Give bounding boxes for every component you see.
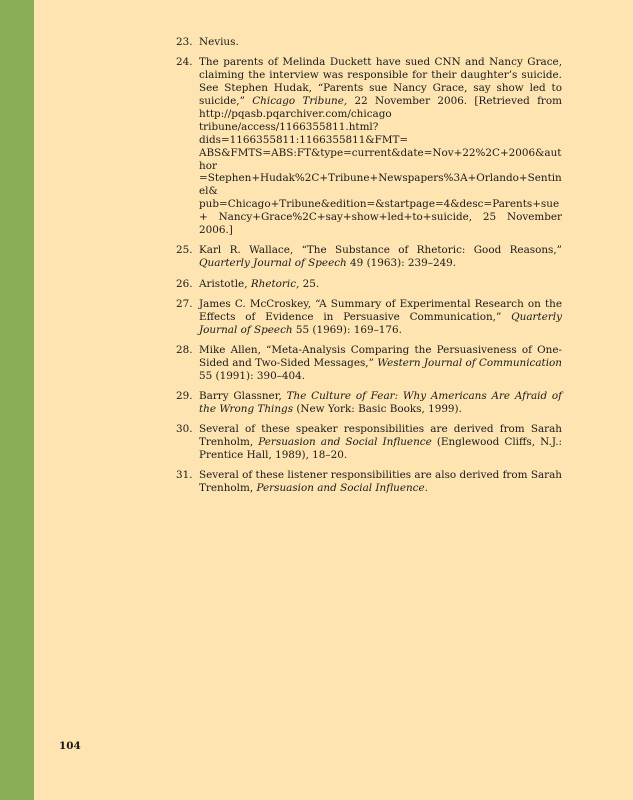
endnote-text: [199, 278, 319, 290]
endnote-text-run: Barry Glassner,: [199, 390, 287, 403]
endnote-number: 28.: [176, 343, 193, 356]
endnote-text: [199, 244, 562, 269]
endnote-item: [176, 298, 562, 337]
endnote-text: [199, 36, 239, 48]
endnote-title-italic: Quarterly Journal of Speech: [199, 257, 347, 270]
endnote-title-italic: Quarterly Journal of Speech: [199, 310, 562, 336]
endnote-text: [199, 298, 562, 336]
endnote-title-italic: Western Journal of Communication: [377, 356, 562, 369]
endnote-text-run: Several of these listener responsibilities are also derived from Sarah Trenholm,: [199, 469, 562, 495]
endnote-number: 26.: [176, 277, 193, 290]
endnote-text-run: 55 (1991): 390–404.: [199, 369, 306, 382]
endnote-text-run: Nevius.: [199, 36, 239, 48]
endnote-title-italic: The Culture of Fear: Why Americans Are Afraid of the Wrong Things: [199, 390, 562, 415]
endnote-text: [199, 469, 562, 494]
endnote-number: 24.: [176, 56, 193, 69]
endnote-item: [176, 344, 562, 383]
endnote-text-run: Karl R. Wallace, “The Substance of Rhetoric: Good Reasons,”: [199, 244, 562, 257]
endnote-text-run: 55 (1969): 169–176.: [292, 323, 402, 336]
endnote-title-italic: Rhetoric,: [250, 277, 300, 290]
endnote-number: 31.: [176, 469, 193, 482]
endnote-text-run: (New York: Basic Books, 1999).: [293, 403, 462, 415]
endnote-title-italic: Chicago Tribune,: [252, 95, 348, 108]
endnote-number: 30.: [176, 423, 193, 436]
endnote-text-run: The parents of Melinda Duckett have sued CNN and Nancy Grace, claiming the interview was responsible for their daughter’s suicide. See Stephen Hudak, “Parents sue Nancy Grace, say show led to suicide,”: [199, 56, 562, 108]
endnote-item: [176, 56, 562, 237]
endnote-text-run: Mike Allen, “Meta-Analysis Comparing the Persuasiveness of One-Sided and Two-Sided Messages,”: [199, 343, 562, 369]
endnote-text-run: James C. McCroskey, “A Summary of Experimental Research on the Effects of Evidence in Persuasive Communication,”: [199, 297, 562, 323]
endnote-text: [199, 56, 562, 236]
endnote-item: [176, 469, 562, 495]
endnote-item: [176, 244, 562, 270]
endnote-item: [176, 36, 562, 49]
endnote-title-italic: Persuasion and Social Influence: [258, 436, 432, 449]
endnote-text-run: 49 (1963): 239–249.: [346, 257, 457, 270]
endnotes-list: [176, 36, 562, 503]
endnote-text-run: 25.: [299, 277, 320, 290]
endnote-text-run: 22 November 2006. [Retrieved from http://pqasb.pqarchiver.com/chicago tribune/access/1166355811.html?dids=1166355811:1166355811&FMT= ABS&FMTS=ABS:FT&type=current&date=Nov+22%2C+2006&author =Stephen+Hudak%2C+Tribune+Newspapers%3A+Orlando+Sentinel& pub=Chicago+Tribune&edition=&startpage=4&desc=Parents+sue+ Nancy+Grace%2C+say+show+led+to+suicide, 25 November 2006.]: [199, 95, 562, 237]
endnote-text: [199, 344, 562, 382]
endnote-title-italic: Persuasion and Social Influence.: [256, 482, 428, 495]
endnote-item: [176, 390, 562, 416]
endnote-item: [176, 423, 562, 462]
endnote-text: [199, 390, 562, 415]
endnote-text-run: (Englewood Cliffs, N.J.: Prentice Hall, 1989), 18–20.: [199, 436, 562, 462]
endnote-text-run: Aristotle,: [199, 277, 251, 290]
endnote-number: 27.: [176, 297, 193, 310]
side-color-bar: [0, 0, 34, 800]
endnote-number: 29.: [176, 390, 193, 403]
endnote-number: 23.: [176, 36, 193, 48]
page-number: 104: [59, 740, 81, 752]
endnote-text: [199, 423, 562, 461]
endnote-item: [176, 278, 562, 291]
endnote-text-run: Several of these speaker responsibilities are derived from Sarah Trenholm,: [199, 423, 562, 449]
endnote-number: 25.: [176, 244, 193, 257]
